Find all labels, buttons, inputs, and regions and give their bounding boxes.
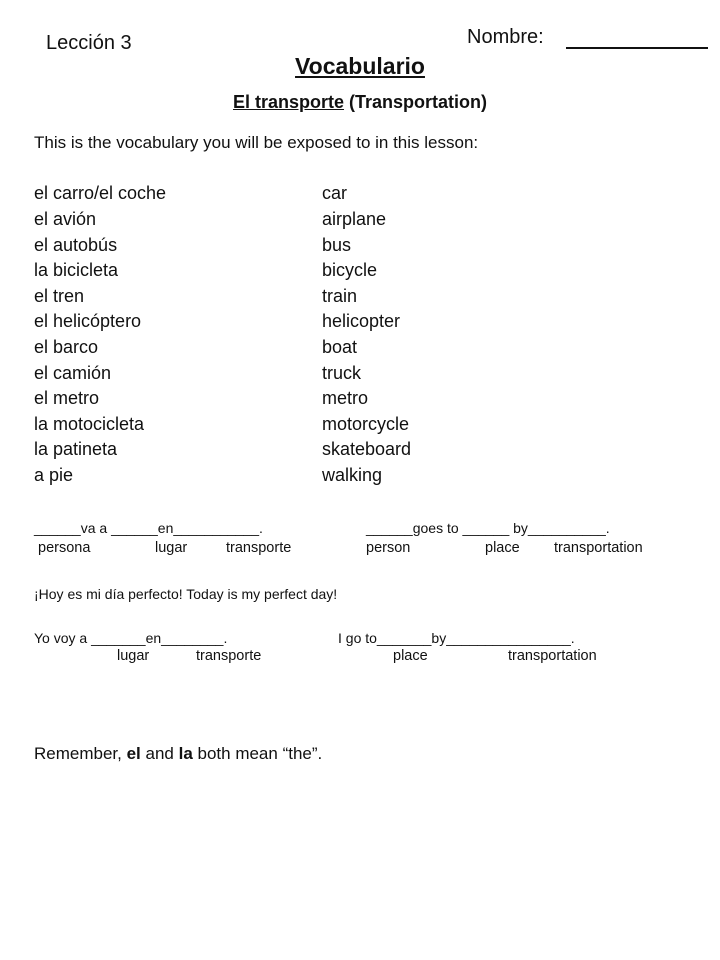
vocab-spanish: el tren [34,286,85,306]
remember-prefix: Remember, [34,744,127,763]
pattern-label-transportation: transportation [554,540,643,556]
exercise-sentence-spanish: Yo voy a _______en________. [34,630,228,646]
vocab-english: walking [322,465,383,485]
vocab-spanish: el camión [34,363,112,383]
exercise-sentence-english: I go to_______by________________. [338,630,575,646]
vocab-spanish: el barco [34,337,99,357]
vocab-english: bus [322,235,352,255]
remember-note [34,744,322,764]
pattern-label-persona: persona [38,540,91,556]
pattern-sentence-english: ______goes to ______ by__________. [366,520,610,536]
exercise-label-transporte: transporte [196,648,262,664]
vocab-english: skateboard [322,439,412,459]
name-label: Nombre: [467,26,544,48]
vocab-spanish: la patineta [34,439,118,459]
remember-el: el [126,744,141,763]
exercise-label-lugar: lugar [117,648,150,664]
vocab-spanish: la bicicleta [34,260,119,280]
remember-middle: and [140,744,179,763]
page-title: Vocabulario [295,53,425,79]
vocab-english: motorcycle [322,414,410,434]
pattern-label-lugar: lugar [155,540,188,556]
vocab-english: metro [322,388,369,408]
vocab-spanish: a pie [34,465,74,485]
vocab-spanish: el autobús [34,235,118,255]
vocab-spanish: la motocicleta [34,414,145,434]
pattern-sentence-spanish: ______va a ______en___________. [34,520,263,536]
exercise-label-transportation: transportation [508,648,597,664]
remember-la: la [178,744,193,763]
subtitle-translation: (Transportation) [344,92,488,112]
vocab-spanish: el helicóptero [34,311,142,331]
perfect-day-heading: ¡Hoy es mi día perfecto! Today is my perfect day! [34,586,338,602]
vocab-english: helicopter [322,311,401,331]
vocab-spanish: el metro [34,388,100,408]
exercise-label-place: place [393,648,428,664]
remember-suffix: both mean “the”. [192,744,323,763]
vocab-english: car [322,183,348,203]
pattern-label-transporte: transporte [226,540,292,556]
vocab-spanish: el carro/el coche [34,183,167,203]
pattern-label-place: place [485,540,520,556]
name-blank-line [566,47,708,49]
vocab-english: bicycle [322,260,378,280]
intro-text: This is the vocabulary you will be exposed to in this lesson: [34,133,479,152]
pattern-label-person: person [366,540,411,556]
vocab-english: train [322,286,358,306]
vocab-english: truck [322,363,362,383]
vocab-english: airplane [322,209,387,229]
vocab-spanish: el avión [34,209,97,229]
vocab-english: boat [322,337,358,357]
subtitle-topic: El transporte [232,92,345,112]
page-subtitle [0,92,720,113]
lesson-label: Lección 3 [46,32,132,54]
